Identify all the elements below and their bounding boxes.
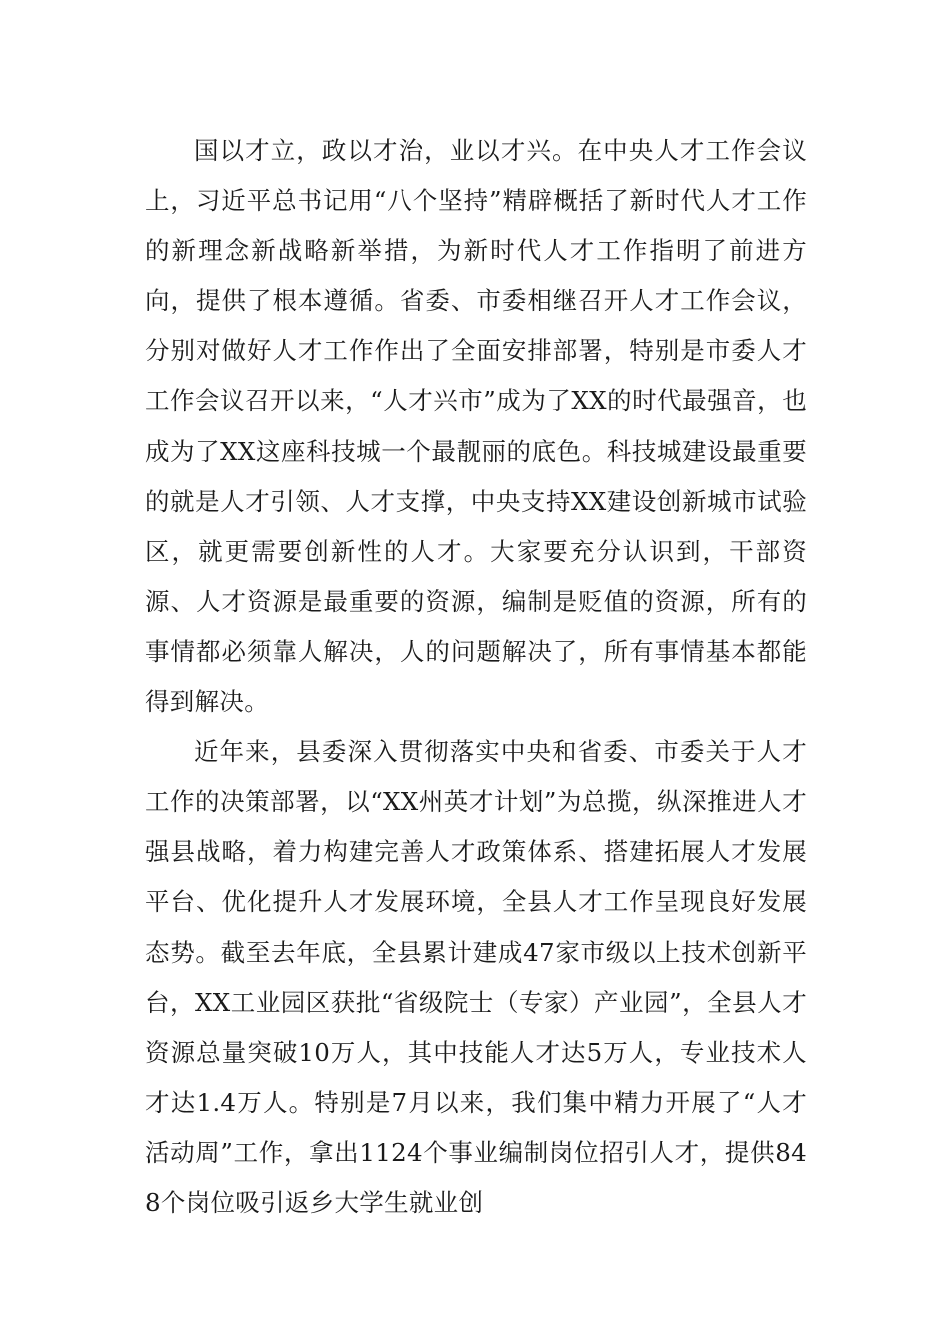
paragraph-talent-importance: 国以才立，政以才治，业以才兴。在中央人才工作会议上，习近平总书记用“八个坚持”精辟概括了新时代人才工作的新理念新战略新举措，为新时代人才工作指明了前进方向，提供了根本遵循。省委、市委相继召开人才工作会议，分别对做好人才工作作出了全面安排部署，特别是市委人才工作会议召开以来，“人才兴市”成为了XX的时代最强音，也成为了XX这座科技城一个最靓丽的底色。科技城建设最重要的就是人才引领、人才支撑，中央支持XX建设创新城市试验区，就更需要创新性的人才。大家要充分认识到，干部资源、人才资源是最重要的资源，编制是贬值的资源，所有的事情都必须靠人解决，人的问题解决了，所有事情基本都能得到解决。: [145, 136, 807, 717]
paragraph-county-progress: 近年来，县委深入贯彻落实中央和省委、市委关于人才工作的决策部署，以“XX州英才计划”为总揽，纵深推进人才强县战略，着力构建完善人才政策体系、搭建拓展人才发展平台、优化提升人才发展环境，全县人才工作呈现良好发展态势。截至去年底，全县累计建成47家市级以上技术创新平台，XX工业园区获批“省级院士（专家）产业园”，全县人才资源总量突破10万人，其中技能人才达5万人，专业技术人才达1.4万人。特别是7月以来，我们集中精力开展了“人才活动周”工作，拿出1124个事业编制岗位招引人才，提供848个岗位吸引返乡大学生就业创: [145, 737, 807, 1217]
document-body: [145, 126, 807, 1228]
